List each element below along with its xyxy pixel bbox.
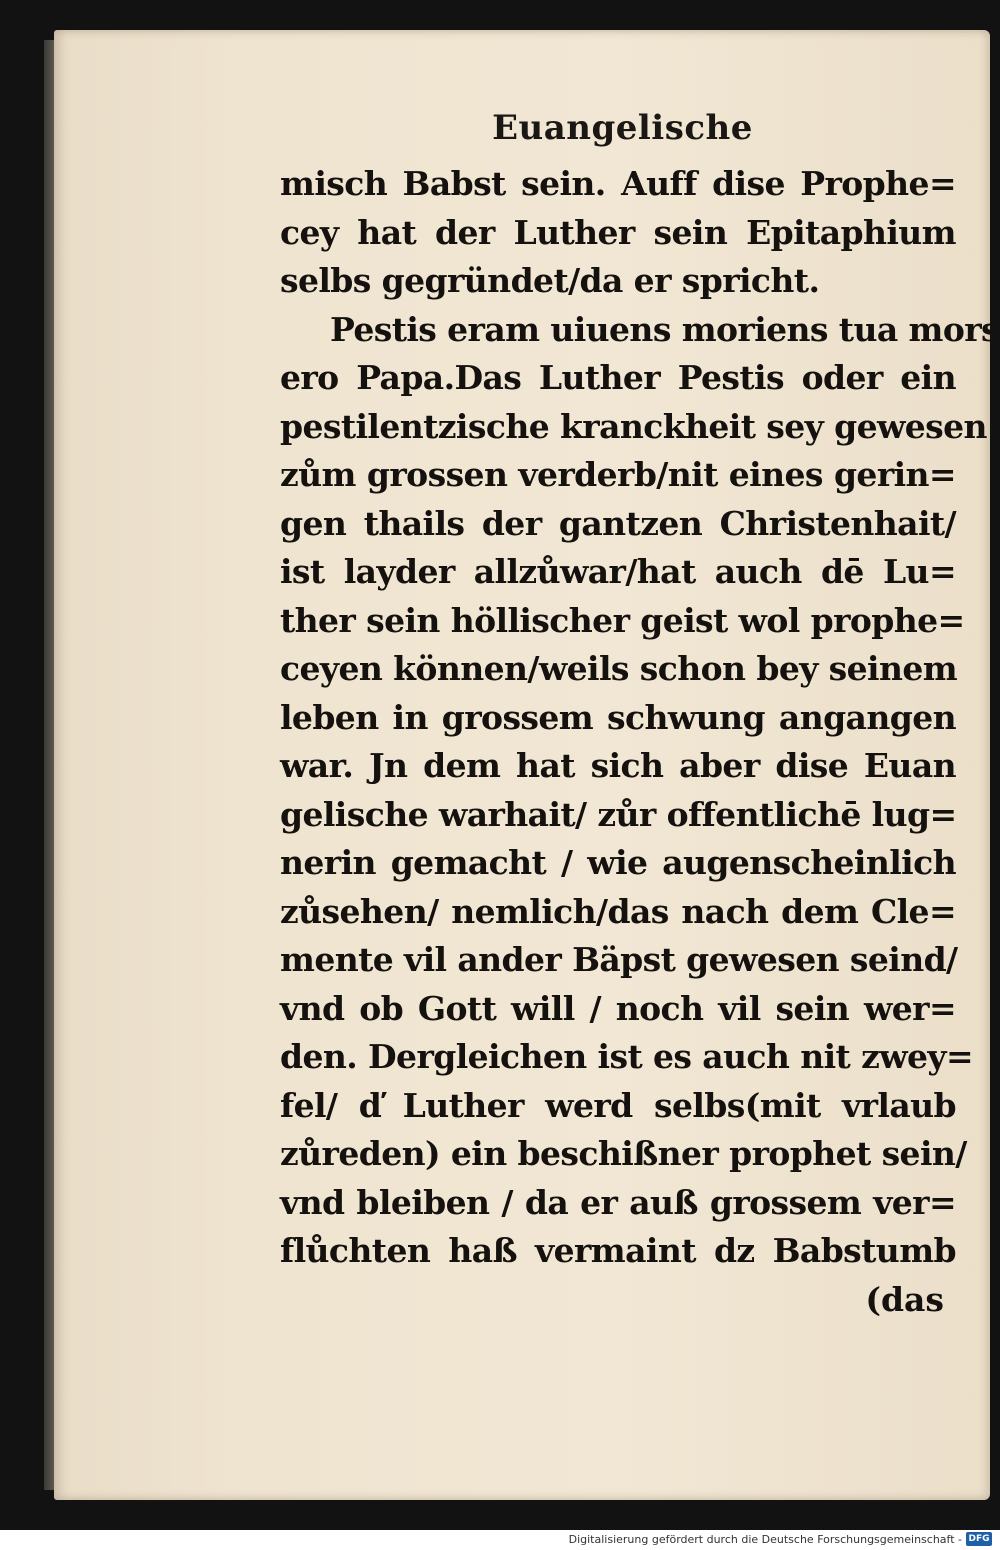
funding-credit: Digitalisierung gefördert durch die Deutsche Forschungsgemeinschaft - [568, 1533, 962, 1546]
text-line: Pestis eram uiuens moriens tua mors [330, 309, 1000, 349]
text-line: war. Jn dem hat sich aber dise Euan [280, 746, 956, 785]
text-line: fel/ ď Luther werd selbs(mit vrlaub [280, 1085, 956, 1125]
text-line: vnd ob Gott will / noch vil sein wer= [280, 988, 956, 1028]
text-block [280, 160, 1000, 1276]
text-line: gelische warhait/ zůr offentlichē lug= [280, 794, 957, 834]
text-line: vnd bleiben / da er auß grossem ver= [280, 1182, 956, 1222]
text-line: zůsehen/ nemlich/das nach dem Cle= [280, 891, 956, 931]
text-line: leben in grossem schwung angangen [280, 697, 956, 737]
text-line: den. Dergleichen ist es auch nit zwey= [280, 1037, 974, 1076]
text-line: mente vil ander Bäpst gewesen seind/ [280, 940, 958, 979]
text-line: cey hat der Luther sein Epitaphium [280, 212, 956, 252]
catchword: (das [865, 1280, 944, 1319]
text-line: selbs gegründet/da er spricht. [280, 261, 820, 300]
text-line: ther sein höllischer geist wol prophe= [280, 600, 965, 640]
text-line: ist layder allzůwar/hat auch dē Lu= [280, 552, 956, 591]
text-line: zůreden) ein beschißner prophet sein/ [280, 1134, 967, 1173]
running-head: Euangelische [492, 108, 753, 148]
text-line: gen thails der gantzen Christenhait/ [280, 503, 956, 543]
text-line: ero Papa.Das Luther Pestis oder ein [280, 358, 956, 397]
text-line: misch Babst sein. Auff dise Prophe= [280, 164, 956, 203]
text-line: nerin gemacht / wie augenscheinlich [280, 843, 956, 882]
text-line: flůchten haß vermaint dz Babstumb [280, 1231, 956, 1270]
text-line: zům grossen verderb/nit eines gerin= [280, 455, 956, 494]
footer-bar [0, 1530, 1000, 1550]
text-line: ceyen können/weils schon bey seinem [280, 649, 958, 688]
text-line: pestilentzische kranckheit sey gewesen [280, 406, 987, 446]
dfg-logo: DFG [966, 1532, 992, 1546]
